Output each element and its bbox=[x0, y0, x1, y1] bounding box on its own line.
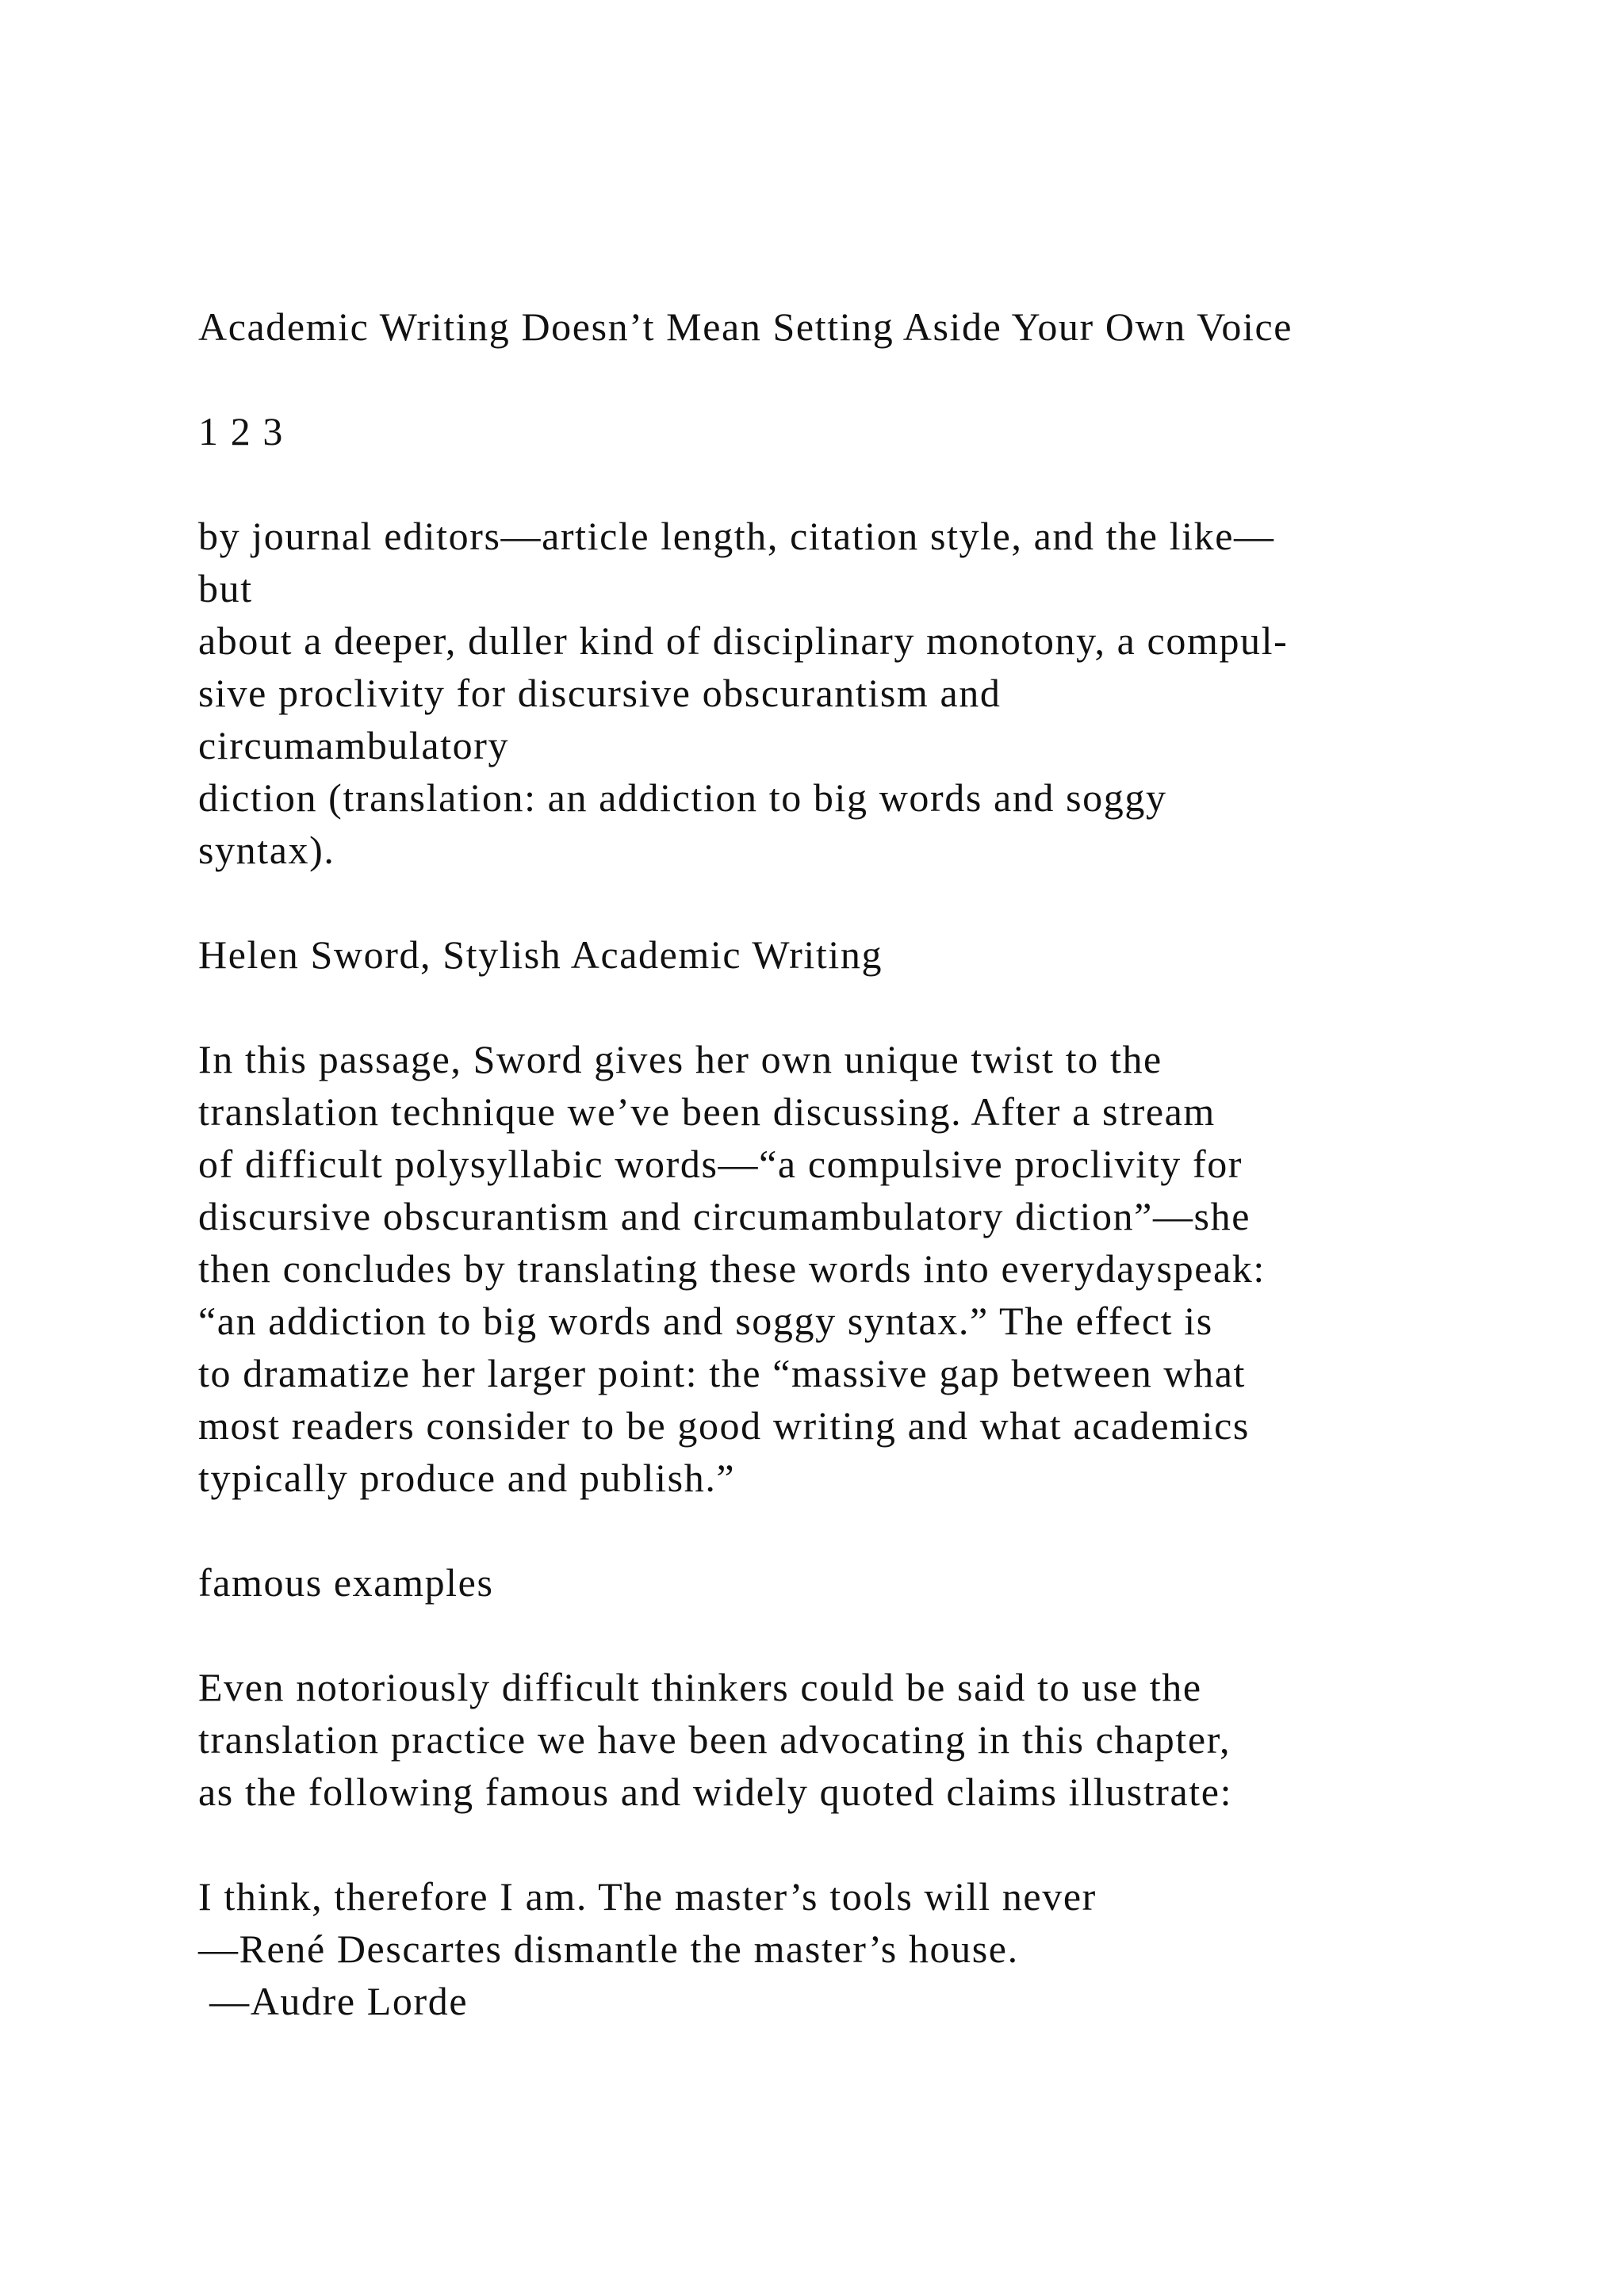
commentary-line: typically produce and publish.” bbox=[198, 1456, 736, 1500]
quote-attribution: Helen Sword, Stylish Academic Writing bbox=[198, 932, 883, 977]
famous-quote-line: —Audre Lorde bbox=[198, 1979, 469, 2023]
quote-line: circumambulatory bbox=[198, 723, 510, 767]
quote-line: but bbox=[198, 566, 253, 610]
running-header: Academic Writing Doesn’t Mean Setting Aside Your Own Voice bbox=[198, 304, 1293, 349]
section-heading: famous examples bbox=[198, 1560, 494, 1605]
intro-line: translation practice we have been advocating in this chapter, bbox=[198, 1717, 1231, 1762]
quote-line: about a deeper, duller kind of disciplinary monotony, a compul- bbox=[198, 618, 1289, 663]
commentary-line: translation technique we’ve been discussing. After a stream bbox=[198, 1089, 1216, 1134]
quote-line: sive proclivity for discursive obscurantism and bbox=[198, 671, 1002, 715]
famous-quote-line: —René Descartes dismantle the master’s house. bbox=[198, 1927, 1019, 1971]
commentary-line: of difficult polysyllabic words—“a compulsive proclivity for bbox=[198, 1142, 1243, 1186]
intro-line: Even notoriously difficult thinkers could be said to use the bbox=[198, 1665, 1202, 1709]
quote-line: by journal editors—article length, citation style, and the like— bbox=[198, 514, 1275, 558]
commentary-line: discursive obscurantism and circumambulatory diction”—she bbox=[198, 1194, 1251, 1238]
famous-quote-line: I think, therefore I am. The master’s tools will never bbox=[198, 1874, 1097, 1919]
commentary-line: then concludes by translating these words into everydayspeak: bbox=[198, 1246, 1266, 1291]
commentary-line: to dramatize her larger point: the “massive gap between what bbox=[198, 1351, 1246, 1395]
intro-line: as the following famous and widely quoted claims illustrate: bbox=[198, 1770, 1233, 1814]
page-numbers: 1 2 3 bbox=[198, 409, 284, 453]
commentary-line: “an addiction to big words and soggy syntax.” The effect is bbox=[198, 1299, 1213, 1343]
commentary-line: most readers consider to be good writing and what academics bbox=[198, 1403, 1250, 1448]
commentary-line: In this passage, Sword gives her own unique twist to the bbox=[198, 1037, 1162, 1081]
quote-line: diction (translation: an addiction to big words and soggy bbox=[198, 775, 1167, 820]
quote-line: syntax). bbox=[198, 828, 335, 872]
